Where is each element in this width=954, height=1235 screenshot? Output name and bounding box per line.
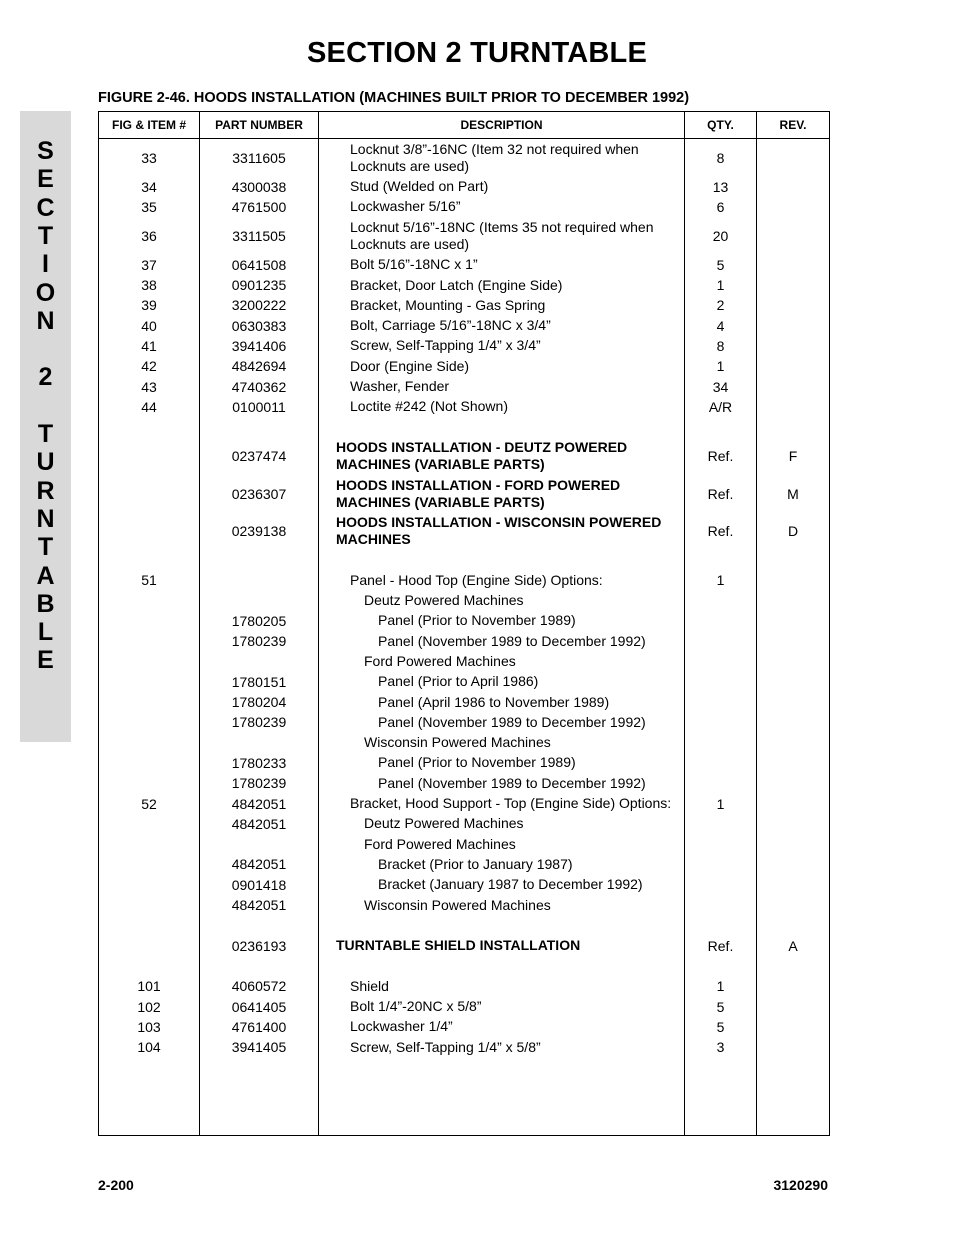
- rev-cell: [757, 197, 829, 217]
- description-cell: Bracket (January 1987 to December 1992): [378, 876, 643, 893]
- side-tab-letter: E: [37, 165, 54, 194]
- qty-cell: 8: [716, 337, 725, 354]
- table-row: [99, 631, 829, 651]
- part-number-cell: [200, 733, 318, 753]
- description-cell: [319, 550, 684, 570]
- fig-item-cell: [99, 814, 199, 834]
- description-cell: Stud (Welded on Part): [350, 178, 489, 195]
- description-cell: Deutz Powered Machines: [364, 592, 524, 609]
- qty-cell: [685, 733, 756, 753]
- description-cell: Loctite #242 (Not Shown): [350, 398, 508, 415]
- fig-item-cell: [99, 915, 199, 935]
- part-number-cell: [200, 570, 318, 590]
- table-row: [99, 672, 829, 692]
- qty-cell: [685, 956, 756, 976]
- qty-cell: Ref.: [707, 448, 734, 465]
- fig-item-cell: 39: [141, 297, 157, 314]
- fig-item-cell: [99, 712, 199, 732]
- fig-item-cell: 101: [137, 978, 161, 995]
- table-row: [99, 197, 829, 217]
- qty-cell: Ref.: [707, 937, 734, 954]
- description-cell: Lockwasher 1/4”: [350, 1018, 453, 1035]
- fig-item-cell: 41: [141, 337, 157, 354]
- description-cell: HOODS INSTALLATION - DEUTZ POWERED MACHINES (VARIABLE PARTS): [336, 439, 628, 473]
- table-row: [99, 336, 829, 356]
- rev-cell: [757, 397, 829, 417]
- fig-item-cell: 34: [141, 178, 157, 195]
- description-cell: Screw, Self-Tapping 1/4” x 5/8”: [350, 1038, 541, 1055]
- rev-cell: [757, 915, 829, 935]
- rev-cell: [757, 611, 829, 631]
- table-row: [99, 139, 829, 177]
- rev-cell: [757, 550, 829, 570]
- qty-cell: [685, 550, 756, 570]
- qty-cell: 5: [716, 256, 725, 273]
- rev-cell: [757, 875, 829, 895]
- part-number-cell: 3941405: [231, 1039, 287, 1056]
- rev-cell: [757, 814, 829, 834]
- table-row: [99, 217, 829, 255]
- table-row: [99, 875, 829, 895]
- part-number-cell: 0236307: [231, 485, 287, 502]
- fig-item-cell: [99, 672, 199, 692]
- description-cell: Ford Powered Machines: [364, 835, 516, 852]
- qty-cell: 1: [716, 358, 725, 375]
- fig-item-cell: 51: [141, 572, 157, 589]
- part-number-cell: 0901235: [231, 277, 287, 294]
- table-row: [99, 651, 829, 671]
- fig-item-cell: [99, 550, 199, 570]
- fig-item-cell: 38: [141, 277, 157, 294]
- part-number-cell: 4842051: [231, 795, 287, 812]
- side-tab-letter: 2: [38, 363, 53, 392]
- table-row: [99, 550, 829, 570]
- fig-item-cell: [99, 834, 199, 854]
- part-number-cell: 4740362: [231, 378, 287, 395]
- fig-item-cell: [99, 956, 199, 976]
- qty-cell: [685, 712, 756, 732]
- qty-cell: [685, 611, 756, 631]
- rev-cell: [757, 834, 829, 854]
- fig-item-cell: 104: [137, 1039, 161, 1056]
- qty-cell: 20: [712, 227, 729, 244]
- table-row: [99, 255, 829, 275]
- side-tab-letter: N: [36, 306, 55, 335]
- part-number-cell: 4842694: [231, 358, 287, 375]
- part-number-cell: 1780239: [231, 714, 287, 731]
- part-number-cell: [200, 417, 318, 437]
- fig-item-cell: [99, 437, 199, 475]
- qty-cell: [685, 895, 756, 915]
- side-tab-letter: L: [37, 618, 54, 647]
- rev-cell: [757, 976, 829, 996]
- figure-title: FIGURE 2-46. HOODS INSTALLATION (MACHINES BUILT PRIOR TO DECEMBER 1992): [98, 90, 690, 106]
- rev-cell: [757, 217, 829, 255]
- fig-item-cell: [99, 475, 199, 513]
- table-row: [99, 611, 829, 631]
- page-number: 2-200: [98, 1177, 134, 1193]
- part-number-cell: 1780205: [231, 612, 287, 629]
- side-tab-letter: C: [36, 193, 55, 222]
- rev-cell: [757, 692, 829, 712]
- table-row: [99, 956, 829, 976]
- table-row: [99, 733, 829, 753]
- side-tab-letter: N: [36, 504, 55, 533]
- fig-item-cell: [99, 733, 199, 753]
- description-cell: Panel (Prior to November 1989): [378, 612, 576, 629]
- fig-item-cell: 36: [141, 227, 157, 244]
- part-number-cell: 0630383: [231, 317, 287, 334]
- fig-item-cell: [99, 651, 199, 671]
- description-cell: Door (Engine Side): [350, 357, 470, 374]
- part-number-cell: 0236193: [231, 937, 287, 954]
- part-number-cell: 1780239: [231, 775, 287, 792]
- part-number-cell: 4842051: [231, 856, 287, 873]
- table-row: [99, 376, 829, 396]
- side-tab-letter: A: [36, 561, 55, 590]
- rev-cell: [757, 316, 829, 336]
- part-number-cell: [200, 550, 318, 570]
- qty-cell: 5: [716, 1018, 725, 1035]
- rev-cell: [757, 712, 829, 732]
- description-cell: Bolt, Carriage 5/16”-18NC x 3/4”: [350, 317, 551, 334]
- rev-cell: [757, 255, 829, 275]
- rev-cell: [757, 854, 829, 874]
- table-row: [99, 475, 829, 513]
- description-cell: Panel (November 1989 to December 1992): [378, 713, 646, 730]
- table-row: [99, 692, 829, 712]
- description-cell: Washer, Fender: [350, 378, 450, 395]
- fig-item-cell: [99, 854, 199, 874]
- header-qty: QTY.: [707, 118, 734, 132]
- description-cell: Panel (Prior to November 1989): [378, 754, 576, 771]
- rev-cell: [757, 631, 829, 651]
- part-number-cell: [200, 956, 318, 976]
- qty-cell: [685, 651, 756, 671]
- rev-cell: [757, 590, 829, 610]
- rev-cell: F: [788, 448, 798, 465]
- description-cell: Locknut 3/8”-16NC (Item 32 not required when Locknuts are used): [350, 140, 639, 174]
- fig-item-cell: 37: [141, 256, 157, 273]
- table-row: [99, 936, 829, 956]
- part-number-cell: 4842051: [231, 815, 287, 832]
- rev-cell: M: [787, 485, 799, 502]
- qty-cell: [685, 814, 756, 834]
- fig-item-cell: [99, 611, 199, 631]
- rev-cell: [757, 773, 829, 793]
- description-cell: Shield: [350, 977, 389, 994]
- rev-cell: [757, 139, 829, 177]
- side-tab-letter: T: [37, 533, 54, 562]
- side-tab-letter: I: [42, 250, 49, 279]
- table-row: [99, 996, 829, 1016]
- table-row: [99, 854, 829, 874]
- part-number-cell: 0901418: [231, 876, 287, 893]
- description-cell: Screw, Self-Tapping 1/4” x 3/4”: [350, 337, 541, 354]
- qty-cell: [685, 590, 756, 610]
- description-cell: Bracket, Hood Support - Top (Engine Side) Options:: [350, 795, 672, 812]
- description-cell: Locknut 5/16”-18NC (Items 35 not required when Locknuts are used): [350, 218, 654, 252]
- rev-cell: D: [787, 523, 799, 540]
- side-tab-letter: O: [35, 278, 56, 307]
- table-row: [99, 275, 829, 295]
- parts-table: [98, 111, 830, 1136]
- table-row: [99, 895, 829, 915]
- qty-cell: 13: [712, 178, 729, 195]
- qty-cell: 4: [716, 317, 725, 334]
- fig-item-cell: 33: [141, 149, 157, 166]
- side-tab-letter: E: [37, 646, 54, 675]
- rev-cell: [757, 356, 829, 376]
- header-part-number: PART NUMBER: [215, 118, 303, 132]
- qty-cell: [685, 672, 756, 692]
- fig-item-cell: [99, 512, 199, 550]
- table-row: [99, 976, 829, 996]
- part-number-cell: [200, 834, 318, 854]
- qty-cell: Ref.: [707, 485, 734, 502]
- qty-cell: 6: [716, 198, 725, 215]
- table-row: [99, 793, 829, 813]
- part-number-cell: 0641405: [231, 998, 287, 1015]
- table-row: [99, 753, 829, 773]
- fig-item-cell: [99, 590, 199, 610]
- part-number-cell: 3200222: [231, 297, 287, 314]
- part-number-cell: 3311505: [232, 227, 286, 244]
- part-number-cell: [200, 590, 318, 610]
- fig-item-cell: 35: [141, 198, 157, 215]
- fig-item-cell: 102: [137, 998, 161, 1015]
- part-number-cell: 4842051: [231, 897, 287, 914]
- description-cell: Panel (Prior to April 1986): [378, 673, 539, 690]
- rev-cell: [757, 753, 829, 773]
- table-row: [99, 1017, 829, 1037]
- qty-cell: [685, 773, 756, 793]
- qty-cell: 1: [716, 572, 725, 589]
- description-cell: Wisconsin Powered Machines: [364, 734, 551, 751]
- side-tab-letter: R: [36, 476, 55, 505]
- rev-cell: [757, 733, 829, 753]
- description-cell: Panel (April 1986 to November 1989): [378, 693, 610, 710]
- table-row: [99, 834, 829, 854]
- header-rev: REV.: [779, 118, 807, 132]
- part-number-cell: 1780233: [231, 754, 287, 771]
- side-tab-letter: T: [37, 221, 54, 250]
- table-row: [99, 295, 829, 315]
- table-row: [99, 590, 829, 610]
- document-number: 3120290: [773, 1177, 828, 1193]
- part-number-cell: 3311605: [232, 149, 286, 166]
- side-tab-letter: U: [36, 448, 55, 477]
- section-title: SECTION 2 TURNTABLE: [307, 37, 647, 69]
- part-number-cell: [200, 651, 318, 671]
- fig-item-cell: [99, 417, 199, 437]
- qty-cell: 1: [716, 277, 725, 294]
- description-cell: [319, 956, 684, 976]
- rev-cell: [757, 570, 829, 590]
- table-row: [99, 814, 829, 834]
- rev-cell: [757, 895, 829, 915]
- description-cell: TURNTABLE SHIELD INSTALLATION: [336, 937, 581, 954]
- description-cell: HOODS INSTALLATION - FORD POWERED MACHINES (VARIABLE PARTS): [336, 476, 621, 510]
- table-row: [99, 177, 829, 197]
- table-row: [99, 570, 829, 590]
- qty-cell: 1: [716, 978, 725, 995]
- rev-cell: [757, 1037, 829, 1057]
- part-number-cell: 4761400: [231, 1018, 287, 1035]
- fig-item-cell: [99, 773, 199, 793]
- side-tab-letter: B: [36, 589, 55, 618]
- table-row: [99, 356, 829, 376]
- fig-item-cell: 103: [137, 1018, 161, 1035]
- description-cell: Panel - Hood Top (Engine Side) Options:: [350, 571, 603, 588]
- rev-cell: [757, 376, 829, 396]
- table-row: [99, 437, 829, 475]
- description-cell: Panel (November 1989 to December 1992): [378, 632, 646, 649]
- description-cell: Panel (November 1989 to December 1992): [378, 774, 646, 791]
- table-header: [99, 112, 829, 139]
- qty-cell: 34: [712, 378, 729, 395]
- part-number-cell: 4300038: [231, 178, 287, 195]
- side-tab: [20, 111, 71, 742]
- rev-cell: [757, 417, 829, 437]
- qty-cell: 8: [716, 149, 725, 166]
- fig-item-cell: [99, 895, 199, 915]
- side-tab-letter: T: [37, 420, 54, 448]
- table-row: [99, 712, 829, 732]
- rev-cell: [757, 336, 829, 356]
- part-number-cell: 0239138: [231, 523, 287, 540]
- description-cell: HOODS INSTALLATION - WISCONSIN POWERED MACHINES: [336, 514, 662, 548]
- rev-cell: [757, 793, 829, 813]
- table-row: [99, 915, 829, 935]
- rev-cell: [757, 295, 829, 315]
- qty-cell: 2: [716, 297, 725, 314]
- fig-item-cell: [99, 875, 199, 895]
- rev-cell: [757, 1017, 829, 1037]
- description-cell: [319, 915, 684, 935]
- qty-cell: 5: [716, 998, 725, 1015]
- side-tab-letter: S: [37, 137, 54, 165]
- qty-cell: 3: [716, 1039, 725, 1056]
- part-number-cell: 1780204: [231, 694, 287, 711]
- table-row: [99, 316, 829, 336]
- header-description: DESCRIPTION: [460, 118, 543, 132]
- qty-cell: [685, 417, 756, 437]
- fig-item-cell: [99, 936, 199, 956]
- rev-cell: [757, 177, 829, 197]
- qty-cell: Ref.: [707, 523, 734, 540]
- qty-cell: [685, 834, 756, 854]
- table-row: [99, 512, 829, 550]
- description-cell: Lockwasher 5/16”: [350, 198, 461, 215]
- table-row: [99, 773, 829, 793]
- rev-cell: [757, 651, 829, 671]
- part-number-cell: 0641508: [231, 256, 287, 273]
- description-cell: [319, 417, 684, 437]
- header-fig-item: FIG & ITEM #: [111, 118, 186, 132]
- description-cell: Deutz Powered Machines: [364, 815, 524, 832]
- qty-cell: A/R: [708, 398, 733, 415]
- description-cell: Bracket, Mounting - Gas Spring: [350, 296, 546, 313]
- rev-cell: [757, 996, 829, 1016]
- fig-item-cell: [99, 753, 199, 773]
- part-number-cell: 0237474: [231, 448, 287, 465]
- qty-cell: [685, 854, 756, 874]
- rev-cell: A: [788, 937, 798, 954]
- rev-cell: [757, 672, 829, 692]
- part-number-cell: 4761500: [231, 198, 287, 215]
- description-cell: Bolt 5/16”-18NC x 1”: [350, 256, 478, 273]
- qty-cell: [685, 692, 756, 712]
- part-number-cell: 3941406: [231, 337, 287, 354]
- qty-cell: [685, 915, 756, 935]
- table-row: [99, 417, 829, 437]
- table-row: [99, 1037, 829, 1057]
- fig-item-cell: 43: [141, 378, 157, 395]
- rev-cell: [757, 956, 829, 976]
- description-cell: Ford Powered Machines: [364, 652, 516, 669]
- description-cell: Bracket, Door Latch (Engine Side): [350, 276, 563, 293]
- fig-item-cell: 44: [141, 398, 157, 415]
- fig-item-cell: 42: [141, 358, 157, 375]
- fig-item-cell: 40: [141, 317, 157, 334]
- qty-cell: [685, 875, 756, 895]
- table-row: [99, 397, 829, 417]
- part-number-cell: [200, 915, 318, 935]
- qty-cell: [685, 631, 756, 651]
- fig-item-cell: [99, 631, 199, 651]
- qty-cell: [685, 753, 756, 773]
- part-number-cell: 4060572: [231, 978, 287, 995]
- part-number-cell: 1780239: [231, 633, 287, 650]
- description-cell: Bracket (Prior to January 1987): [378, 855, 573, 872]
- rev-cell: [757, 275, 829, 295]
- qty-cell: 1: [716, 795, 725, 812]
- description-cell: Wisconsin Powered Machines: [364, 896, 551, 913]
- part-number-cell: 1780151: [231, 673, 287, 690]
- description-cell: Bolt 1/4”-20NC x 5/8”: [350, 998, 482, 1015]
- fig-item-cell: [99, 692, 199, 712]
- fig-item-cell: 52: [141, 795, 157, 812]
- part-number-cell: 0100011: [232, 398, 286, 415]
